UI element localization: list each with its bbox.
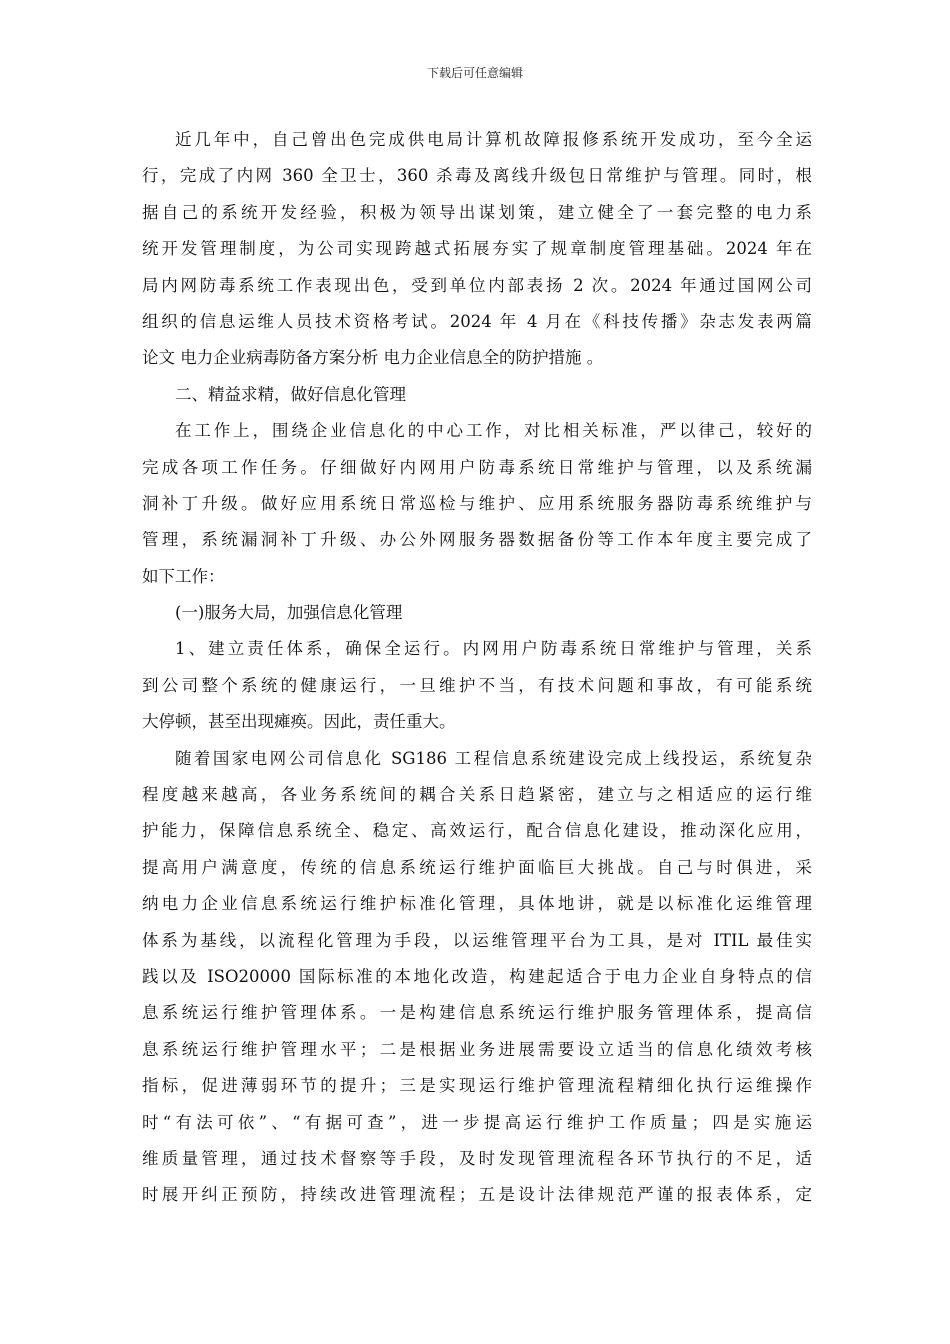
page-header: 下载后可任意编辑 xyxy=(426,66,523,80)
text-line: 局内网防毒系统工作表现出色，受到单位内部表扬 2 次。2024 年通过国网公司 xyxy=(142,275,812,295)
text-line: 管理，系统漏洞补丁升级、办公外网服务器数据备份等工作本年度主要完成了 xyxy=(142,530,812,550)
text-line: 指标，促进薄弱环节的提升；三是实现运行维护管理流程精细化执行运维操作 xyxy=(142,1076,812,1096)
text-line: 据自己的系统开发经验，积极为领导出谋划策，建立健全了一套完整的电力系 xyxy=(142,202,812,222)
text-line: 护能力，保障信息系统全、稳定、高效运行，配合信息化建设，推动深化应用， xyxy=(142,821,812,841)
text-line: 洞补丁升级。做好应用系统日常巡检与维护、应用系统服务器防毒系统维护与 xyxy=(142,493,812,513)
text-line: 统开发管理制度，为公司实现跨越式拓展夯实了规章制度管理基础。2024 年在 xyxy=(142,239,812,259)
text-line: 息系统运行维护管理体系。一是构建信息系统运行维护服务管理体系，提高信 xyxy=(142,1003,812,1023)
text-line: 维质量管理，通过技术督察等手段，及时发现管理流程各环节执行的不足，适 xyxy=(142,1148,812,1168)
text-line: 组织的信息运维人员技术资格考试。2024 年 4 月在《科技传播》杂志发表两篇 xyxy=(142,311,812,331)
text-line: 1、建立责任体系，确保全运行。内网用户防毒系统日常维护与管理，关系 xyxy=(175,639,812,659)
text-line: 到公司整个系统的健康运行，一旦维护不当，有技术问题和事故，有可能系统 xyxy=(142,675,812,695)
text-line: 随着国家电网公司信息化 SG186 工程信息系统建设完成上线投运，系统复杂 xyxy=(175,748,812,768)
text-line: 论文 电力企业病毒防备方案分析 电力企业信息全的防护措施 。 xyxy=(142,348,604,368)
paragraph xyxy=(142,413,812,595)
paragraph xyxy=(142,631,812,740)
text-line: 行，完成了内网 360 全卫士，360 杀毒及离线升级包日常维护与管理。同时，根 xyxy=(142,166,812,186)
text-line: 如下工作： xyxy=(142,566,225,586)
paragraph xyxy=(142,741,812,1214)
text-line: 纳电力企业信息系统运行维护标准化管理，具体地讲，就是以标准化运维管理 xyxy=(142,894,812,914)
text-line: 践以及 ISO20000 国际标准的本地化改造，构建起适合于电力企业自身特点的信 xyxy=(142,966,812,986)
document-body xyxy=(142,122,812,1214)
text-line: 时展开纠正预防，持续改进管理流程；五是设计法律规范严谨的报表体系，定 xyxy=(142,1185,812,1205)
section-heading xyxy=(142,377,812,413)
subsection-heading xyxy=(142,595,812,631)
text-line: 息系统运行维护管理水平；二是根据业务进展需要设立适当的信息化绩效考核 xyxy=(142,1039,812,1059)
text-line: 程度越来越高，各业务系统间的耦合关系日趋紧密，建立与之相适应的运行维 xyxy=(142,785,812,805)
text-line: 近几年中，自己曾出色完成供电局计算机故障报修系统开发成功，至今全运 xyxy=(175,130,812,149)
text-line: 体系为基线，以流程化管理为手段，以运维管理平台为工具，是对 ITIL 最佳实 xyxy=(142,930,812,950)
text-line: 二、精益求精，做好信息化管理 xyxy=(175,384,406,404)
text-line: 完成各项工作任务。仔细做好内网用户防毒系统日常维护与管理，以及系统漏 xyxy=(142,457,812,477)
text-line: 提高用户满意度，传统的信息系统运行维护面临巨大挑战。自己与时俱进，采 xyxy=(142,857,812,877)
text-line: 在工作上，围绕企业信息化的中心工作，对比相关标准，严以律己，较好的 xyxy=(175,421,812,441)
text-line: 时“有法可依”、“有据可查”，进一步提高运行维护工作质量；四是实施运 xyxy=(142,1112,812,1132)
paragraph xyxy=(142,122,812,377)
text-line: 大停顿，甚至出现瘫痪。因此，责任重大。 xyxy=(142,712,456,732)
text-line: (一)服务大局，加强信息化管理 xyxy=(175,603,403,623)
